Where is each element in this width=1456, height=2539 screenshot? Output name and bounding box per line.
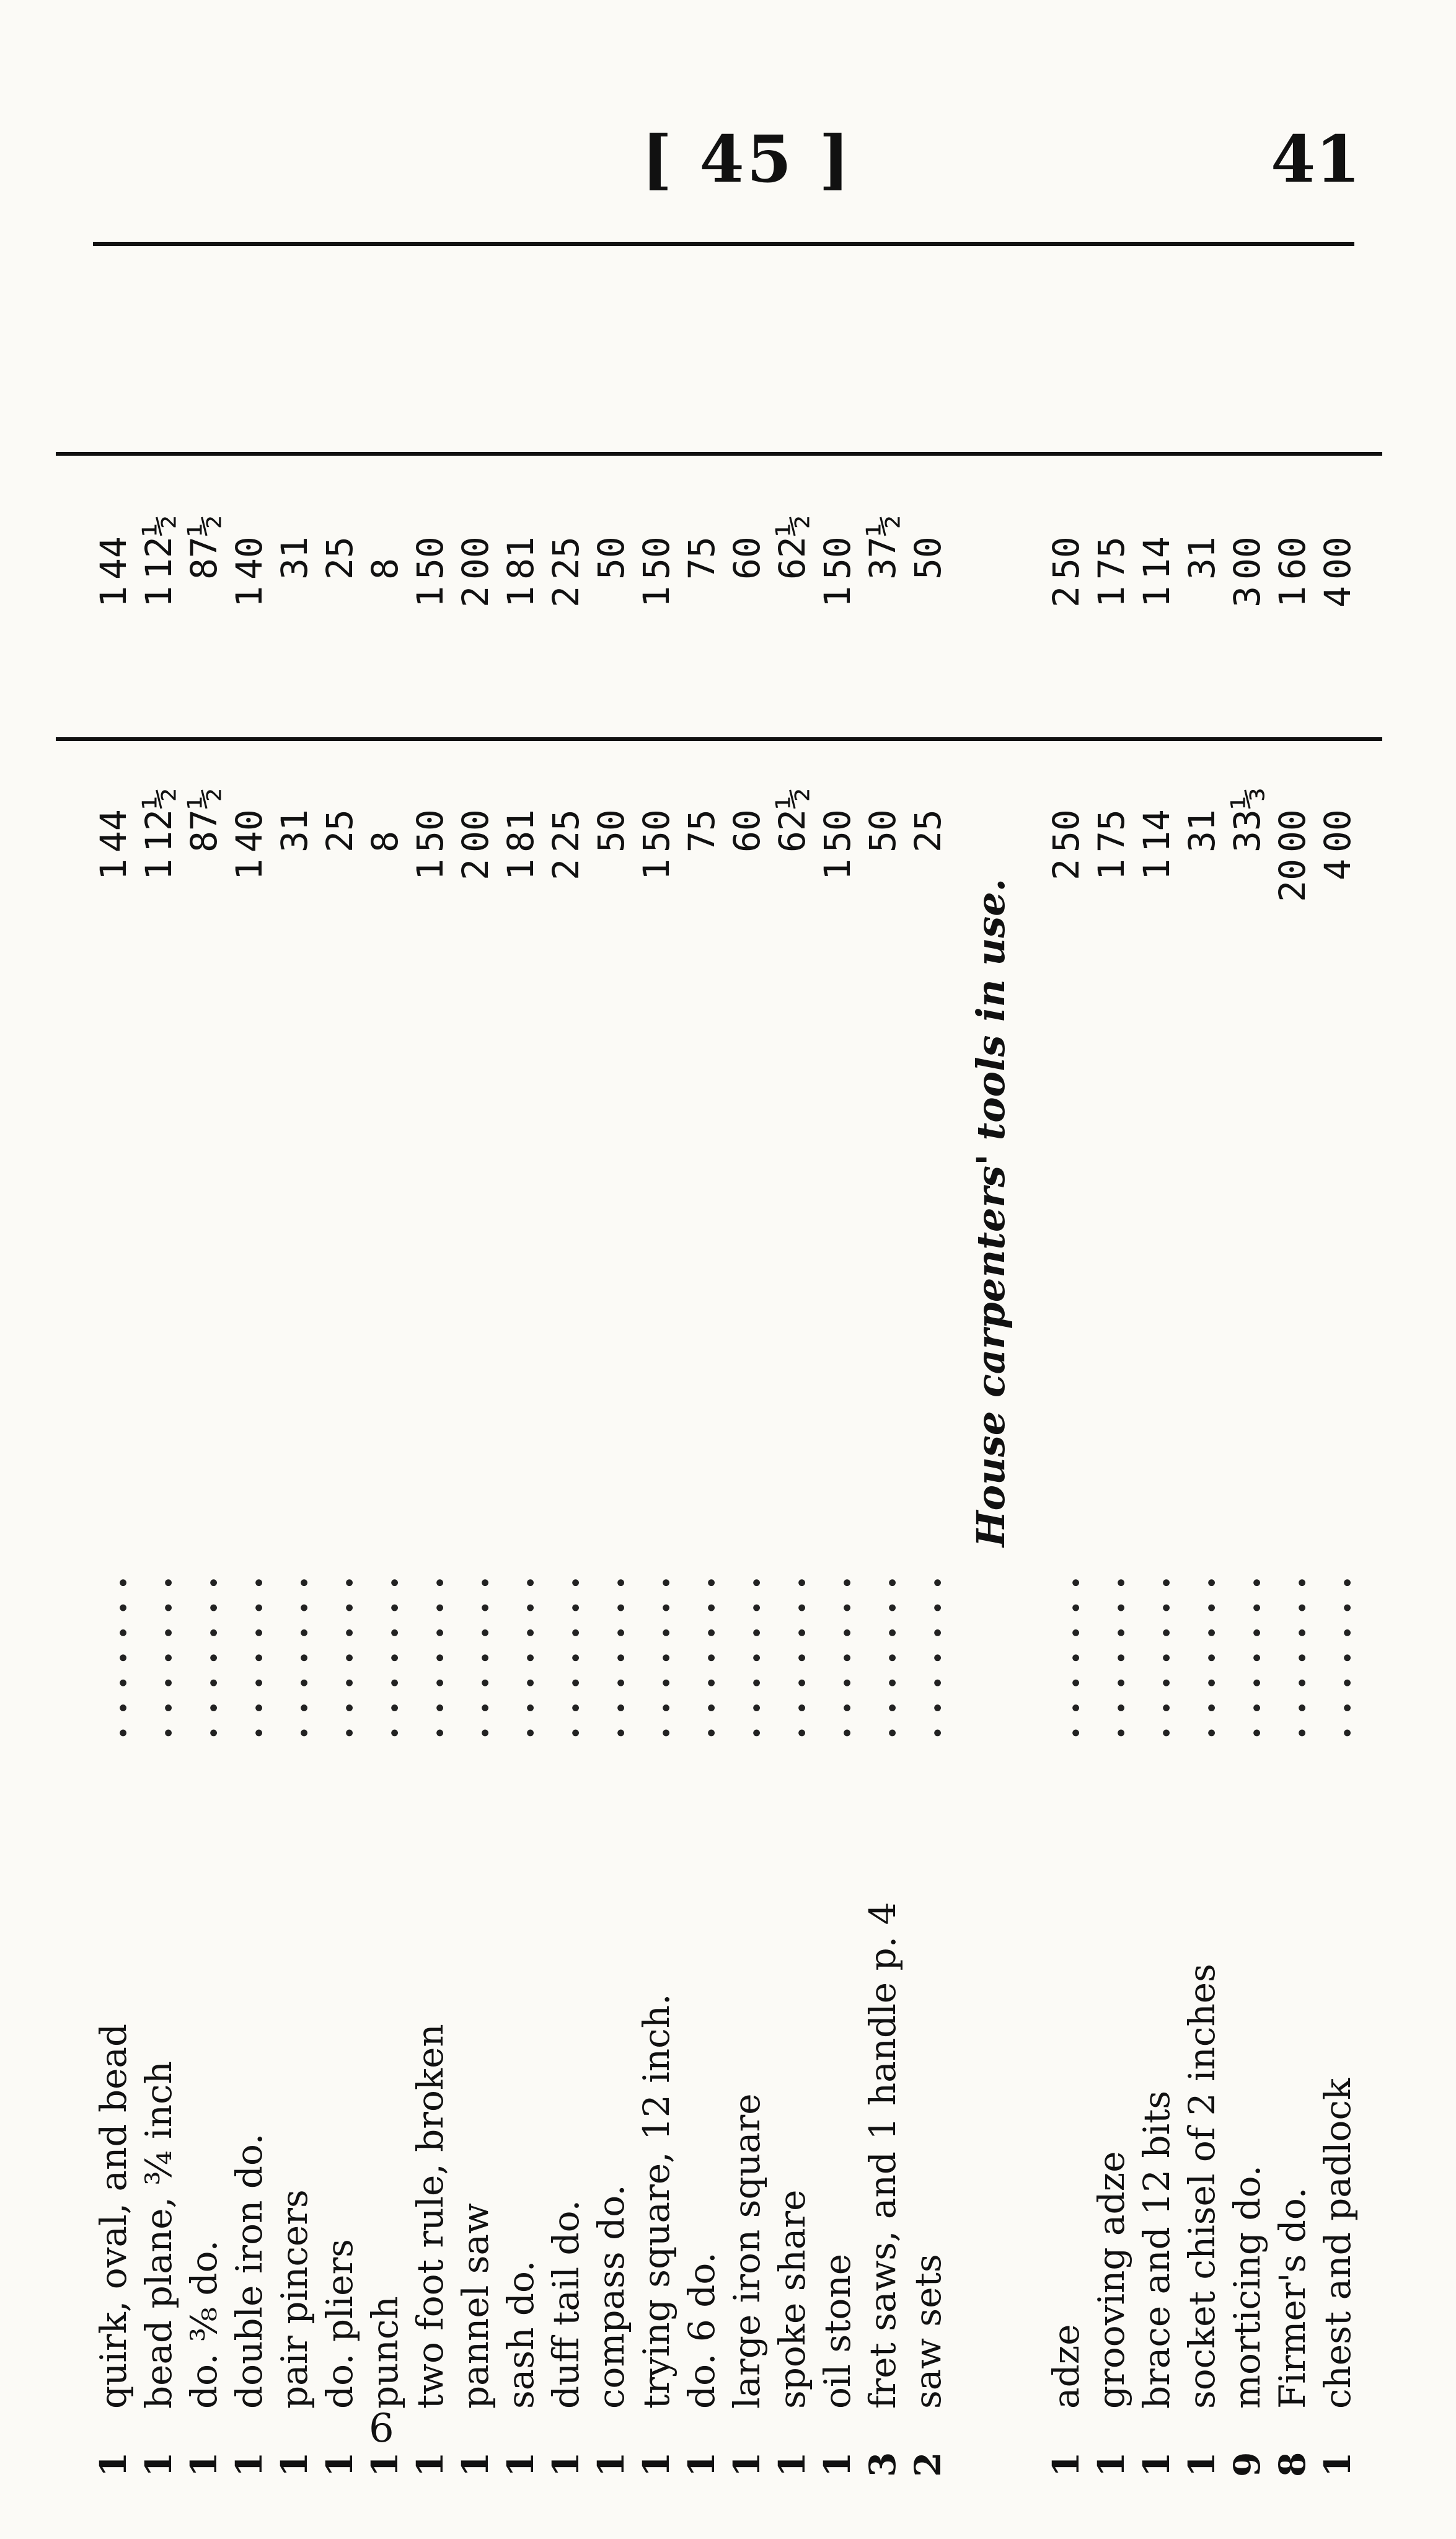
leader-dots: . . . . . . .: [273, 1576, 315, 1739]
value-col1-cents: 31: [1181, 809, 1223, 853]
leader-dots: . . . . . . .: [1317, 1576, 1359, 1739]
quantity: 1: [364, 2452, 406, 2477]
value-col1-dollars: 1: [228, 859, 270, 880]
item-description: do. pliers: [319, 2239, 361, 2409]
value-col2-dollars: 2: [1045, 586, 1087, 608]
table-row: [772, 59, 813, 2477]
value-col2-cents: 60: [1271, 536, 1313, 580]
quantity: 1: [590, 2452, 632, 2477]
leader-dots: . . . . . . .: [1136, 1576, 1178, 1739]
value-col1-cents: 00: [1271, 809, 1313, 853]
quantity: 1: [1181, 2452, 1223, 2477]
value-col1-cents: 50: [862, 809, 904, 853]
value-col2-cents: 50: [409, 536, 451, 580]
value-col2-dollars: 1: [816, 586, 858, 608]
value-col2-cents: 00: [1317, 536, 1359, 580]
value-col2-cents: 50: [1045, 536, 1087, 580]
value-col1-dollars: 1: [816, 859, 858, 880]
quantity: 1: [409, 2452, 451, 2477]
signature-mark: 6: [369, 2406, 394, 2452]
quantity: 1: [500, 2452, 542, 2477]
quantity: 1: [1045, 2452, 1087, 2477]
value-col2-cents: 14: [1136, 536, 1178, 580]
value-col2-cents: 50: [590, 536, 632, 580]
value-col2-cents: 40: [228, 536, 270, 580]
table-row: [545, 59, 586, 2477]
value-col1-cents: 25: [319, 809, 361, 853]
table-row: [636, 59, 677, 2477]
value-col2-cents: 62½: [771, 515, 813, 580]
quantity: 1: [1317, 2452, 1359, 2477]
item-description: chest and padlock: [1317, 2078, 1359, 2409]
quantity: 1: [635, 2452, 677, 2477]
table-row: [817, 59, 858, 2477]
page-number-right: 41: [1271, 121, 1361, 197]
value-col2-cents: 50: [635, 536, 677, 580]
value-col2-dollars: 4: [1317, 586, 1359, 608]
value-col2-dollars: 1: [500, 586, 542, 608]
item-description: spoke share: [771, 2189, 813, 2409]
value-col1-dollars: 1: [1090, 859, 1132, 880]
leader-dots: . . . . . . .: [500, 1576, 542, 1739]
item-description: socket chisel of 2 inches: [1181, 1964, 1223, 2409]
value-col1-dollars: 1: [409, 859, 451, 880]
item-description: brace and 12 bits: [1136, 2090, 1178, 2409]
value-col1-dollars: 1: [635, 859, 677, 880]
table-row: [319, 59, 360, 2477]
quantity: 1: [681, 2452, 723, 2477]
value-col2-cents: 25: [319, 536, 361, 580]
value-col1-cents: 50: [409, 809, 451, 853]
leader-dots: . . . . . . .: [1181, 1576, 1223, 1739]
table-row: [1046, 59, 1087, 2477]
value-col1-cents: 25: [545, 809, 587, 853]
value-col1-cents: 00: [454, 809, 496, 853]
value-col1-cents: 75: [681, 809, 723, 853]
item-description: sash do.: [500, 2260, 542, 2409]
quantity: 1: [228, 2452, 270, 2477]
leader-dots: . . . . . . .: [138, 1576, 180, 1739]
quantity: 1: [1090, 2452, 1132, 2477]
value-col2-cents: 31: [273, 536, 315, 580]
value-col2-cents: 00: [1226, 536, 1268, 580]
leader-dots: . . . . . . .: [454, 1576, 496, 1739]
table-row: [1136, 59, 1177, 2477]
item-description: large iron square: [726, 2093, 768, 2409]
item-description: pair pincers: [273, 2189, 315, 2409]
value-col2-cents: 8: [364, 558, 406, 580]
rotated-tool-table: [81, 59, 1444, 2477]
table-row: [862, 59, 903, 2477]
value-col2-cents: 12½: [138, 515, 180, 580]
value-col2-dollars: 1: [92, 586, 135, 608]
value-col1-dollars: 4: [1317, 859, 1359, 880]
item-description: saw sets: [907, 2254, 949, 2409]
value-col1-cents: 60: [726, 809, 768, 853]
table-row: [1091, 59, 1132, 2477]
quantity: 1: [138, 2452, 180, 2477]
value-col2-cents: 50: [816, 536, 858, 580]
leader-dots: . . . . . . .: [771, 1576, 813, 1739]
leader-dots: . . . . . . .: [545, 1576, 587, 1739]
value-col1-cents: 50: [635, 809, 677, 853]
quantity: 9: [1226, 2452, 1268, 2477]
table-row: [138, 59, 179, 2477]
leader-dots: . . . . . . .: [590, 1576, 632, 1739]
value-col1-cents: 33⅓: [1226, 787, 1268, 853]
item-description: trying square, 12 inch.: [635, 1993, 677, 2409]
value-col1-cents: 87½: [183, 787, 225, 853]
leader-dots: . . . . . . .: [816, 1576, 858, 1739]
value-col2-dollars: 2: [545, 586, 587, 608]
item-description: do. 6 do.: [681, 2252, 723, 2409]
value-col2-cents: 60: [726, 536, 768, 580]
quantity: 2: [907, 2452, 949, 2477]
leader-dots: . . . . . . .: [319, 1576, 361, 1739]
item-description: compass do.: [590, 2184, 632, 2409]
item-description: two foot rule, broken: [409, 2024, 451, 2409]
value-col1-cents: 50: [1045, 809, 1087, 853]
table-row: [410, 59, 451, 2477]
item-description: pannel saw: [454, 2203, 496, 2409]
leader-dots: . . . . . . .: [907, 1576, 949, 1739]
table-row: [681, 59, 722, 2477]
leader-dots: . . . . . . .: [681, 1576, 723, 1739]
leader-dots: . . . . . . .: [1045, 1576, 1087, 1739]
table-row: [1272, 59, 1313, 2477]
value-col1-cents: 12½: [138, 787, 180, 853]
item-description: punch: [364, 2296, 406, 2409]
table-row: [591, 59, 632, 2477]
value-col1-dollars: 1: [1136, 859, 1178, 880]
item-description: morticing do.: [1226, 2165, 1268, 2409]
item-description: Firmer's do.: [1271, 2187, 1313, 2409]
value-col1-cents: 50: [816, 809, 858, 853]
value-col1-cents: 8: [364, 831, 406, 853]
section-title: House carpenters' tools in use.: [968, 878, 1013, 1547]
item-description: double iron do.: [228, 2133, 270, 2409]
leader-dots: . . . . . . .: [409, 1576, 451, 1739]
leader-dots: . . . . . . .: [364, 1576, 406, 1739]
value-col1-cents: 40: [228, 809, 270, 853]
quantity: 1: [273, 2452, 315, 2477]
item-description: fret saws, and 1 handle p. 4: [862, 1902, 904, 2409]
quantity: 1: [545, 2452, 587, 2477]
item-description: adze: [1045, 2324, 1087, 2409]
item-description: grooving adze: [1090, 2151, 1132, 2409]
value-col2-cents: 44: [92, 536, 135, 580]
quantity: 1: [183, 2452, 225, 2477]
quantity: 8: [1271, 2452, 1313, 2477]
table-row: [907, 59, 948, 2477]
value-col1-dollars: 1: [500, 859, 542, 880]
leader-dots: . . . . . . .: [1226, 1576, 1268, 1739]
table-row: [93, 59, 134, 2477]
item-description: do. ⅜ do.: [183, 2240, 225, 2409]
leader-dots: . . . . . . .: [1271, 1576, 1313, 1739]
leader-dots: . . . . . . .: [862, 1576, 904, 1739]
leader-dots: . . . . . . .: [1090, 1576, 1132, 1739]
value-col2-dollars: 1: [1090, 586, 1132, 608]
page-number-bracketed: [ 45 ]: [642, 121, 852, 197]
item-description: duff tail do.: [545, 2199, 587, 2409]
value-col1-cents: 14: [1136, 809, 1178, 853]
quantity: 1: [816, 2452, 858, 2477]
value-col1-dollars: 2: [545, 859, 587, 880]
leader-dots: . . . . . . .: [228, 1576, 270, 1739]
value-col1-dollars: 1: [92, 859, 135, 880]
quantity: 1: [1136, 2452, 1178, 2477]
table-row: [274, 59, 315, 2477]
value-col1-cents: 25: [907, 809, 949, 853]
value-col2-cents: 25: [545, 536, 587, 580]
leader-dots: . . . . . . .: [635, 1576, 677, 1739]
value-col2-cents: 75: [681, 536, 723, 580]
table-row: [726, 59, 767, 2477]
table-row: [1227, 59, 1268, 2477]
value-col2-dollars: 1: [138, 586, 180, 608]
value-col1-cents: 00: [1317, 809, 1359, 853]
item-description: oil stone: [816, 2253, 858, 2409]
value-col2-dollars: 1: [635, 586, 677, 608]
value-col1-cents: 81: [500, 809, 542, 853]
value-col1-dollars: 2: [1045, 859, 1087, 880]
quantity: 1: [726, 2452, 768, 2477]
value-col1-dollars: 2: [454, 859, 496, 880]
value-col2-cents: 31: [1181, 536, 1223, 580]
table-row: [364, 59, 405, 2477]
value-col2-dollars: 2: [454, 586, 496, 608]
value-col2-cents: 37½: [862, 515, 904, 580]
table-row: [500, 59, 541, 2477]
quantity: 3: [862, 2452, 904, 2477]
value-col2-dollars: 3: [1226, 586, 1268, 608]
table-row: [229, 59, 270, 2477]
leader-dots: . . . . . . .: [726, 1576, 768, 1739]
table-row: [1181, 59, 1222, 2477]
value-col2-dollars: 1: [228, 586, 270, 608]
value-col2-dollars: 1: [1136, 586, 1178, 608]
value-col1-cents: 75: [1090, 809, 1132, 853]
leader-dots: . . . . . . .: [183, 1576, 225, 1739]
value-col1-cents: 44: [92, 809, 135, 853]
value-col2-cents: 75: [1090, 536, 1132, 580]
value-col1-dollars: 1: [138, 859, 180, 880]
item-description: bead plane, ¾ inch: [138, 2061, 180, 2409]
quantity: 1: [771, 2452, 813, 2477]
item-description: quirk, oval, and bead: [92, 2023, 135, 2409]
value-col2-cents: 00: [454, 536, 496, 580]
value-col2-cents: 81: [500, 536, 542, 580]
value-col1-cents: 31: [273, 809, 315, 853]
quantity: 1: [319, 2452, 361, 2477]
value-col1-dollars: 20: [1271, 859, 1313, 902]
value-col2-cents: 50: [907, 536, 949, 580]
table-row: [455, 59, 496, 2477]
leader-dots: . . . . . . .: [92, 1576, 135, 1739]
table-row: [183, 59, 224, 2477]
value-col2-cents: 87½: [183, 515, 225, 580]
value-col2-dollars: 1: [1271, 586, 1313, 608]
quantity: 1: [454, 2452, 496, 2477]
value-col1-cents: 50: [590, 809, 632, 853]
value-col1-cents: 62½: [771, 787, 813, 853]
table-row: [1317, 59, 1358, 2477]
quantity: 1: [92, 2452, 135, 2477]
value-col2-dollars: 1: [409, 586, 451, 608]
